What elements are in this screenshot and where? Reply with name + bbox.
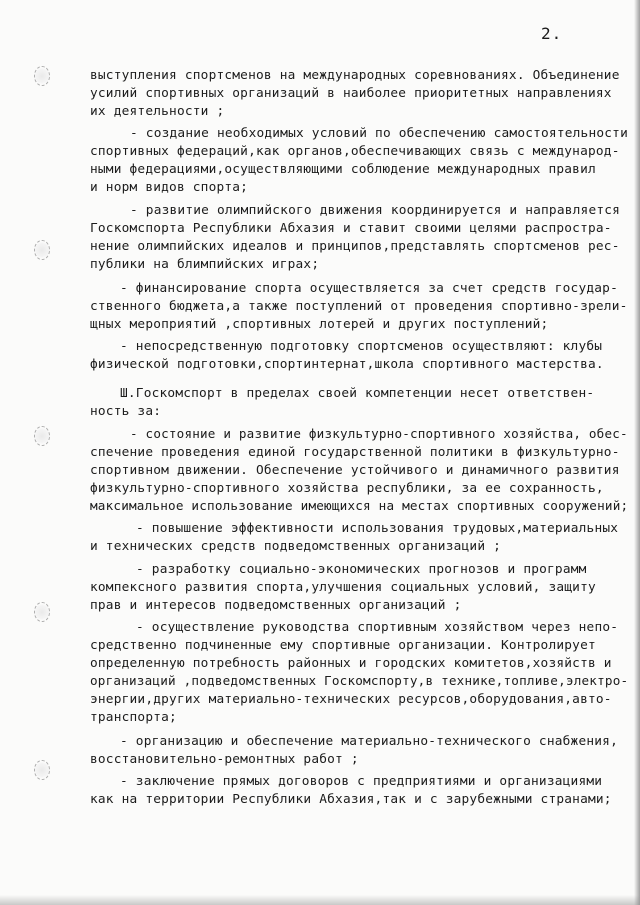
text-line: спортивных федераций,как органов,обеспечивающих связь с международ- [90,144,620,159]
text-line: ность за: [90,404,162,419]
text-line: средственно подчиненные ему спортивные организации. Контролирует [90,638,596,653]
punch-hole-mark [34,240,50,260]
text-line: их деятельности ; [90,104,225,119]
text-line: транспорта; [90,710,177,725]
text-line: Ш.Госкомспорт в пределах своей компетенции несет ответствен- [120,386,595,401]
punch-hole-mark [34,760,50,780]
text-line: - непосредственную подготовку спортсменов осуществляют: клубы [120,339,603,354]
text-line: - финансирование спорта осуществляется за счет средств государ- [120,281,618,296]
text-line: усилий спортивных организаций в наиболее приоритетных направлениях [90,86,612,101]
text-line: спортивном движении. Обеспечение устойчивого и динамичного развития [90,463,620,478]
text-line: - заключение прямых договоров с предприятиями и организациями [120,774,603,789]
text-line: нение олимпийских идеалов и принципов,представлять спортсменов рес- [90,239,620,254]
text-line: - развитие олимпийского движения координируется и направляется [130,203,621,218]
punch-hole-mark [34,66,50,86]
text-line: прав и интересов подведомственных организаций ; [90,598,462,613]
text-line: ными федерациями,осуществляющими соблюдение международных правил [90,162,596,177]
text-line: - создание необходимых условий по обеспечению самостоятельности [130,126,628,141]
text-line: - разработку социально-экономических прогнозов и программ [136,562,587,577]
text-line: - организацию и обеспечение материально-технического снабжения, [120,734,618,749]
text-line: организаций ,подведомственных Госкомспорту,в технике,топливе,электро- [90,674,629,689]
text-line: физической подготовки,спортинтернат,школа спортивного мастерства. [90,357,604,372]
text-line: и норм видов спорта; [90,180,249,195]
page-bottom-shadow [0,895,640,905]
text-line: максимальное использование имеющихся на местах спортивных сооружений; [90,499,629,514]
page-number: 2. [541,24,563,43]
text-line: спечение проведения единой государственной политики в физкультурно- [90,445,620,460]
text-line: - осуществление руководства спортивным хозяйством через непо- [136,620,619,635]
punch-hole-mark [34,426,50,446]
text-line: Госкомспорта Республики Абхазия и ставит своими целями распростра- [90,221,612,236]
text-line: энергии,других материально-технических ресурсов,оборудования,авто- [90,692,612,707]
punch-hole-mark [34,602,50,622]
text-line: определенную потребность районных и городских комитетов,хозяйств и [90,656,612,671]
text-line: - состояние и развитие физкультурно-спортивного хозяйства, обес- [130,427,628,442]
text-line: физкультурно-спортивного хозяйства республики, за ее сохранность, [90,481,604,496]
text-line: щных мероприятий ,спортивных лотерей и других поступлений; [90,317,549,332]
text-line: компексного развития спорта,улучшения социальных условий, защиту [90,580,596,595]
text-line: публики на блимпийских играх; [90,257,320,272]
text-line: восстановительно-ремонтных работ ; [90,752,359,767]
text-line: ственного бюджета,а также поступлений от проведения спортивно-зрели- [90,299,628,314]
text-line: как на территории Республики Абхазия,так и с зарубежными странами; [90,792,612,807]
text-line: и технических средств подведомственных организаций ; [90,539,502,554]
page-edge-shadow [634,0,640,905]
text-line: - повышение эффективности использования трудовых,материальных [136,521,619,536]
text-line: выступления спортсменов на международных соревнованиях. Объединение [90,68,620,83]
